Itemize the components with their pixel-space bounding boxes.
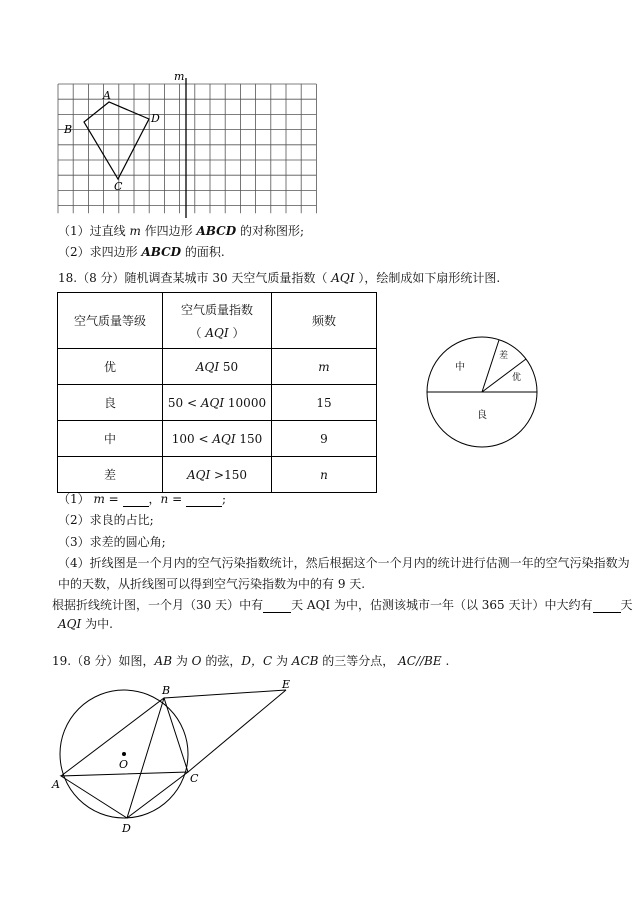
header-index: 空气质量指数 （ AQI ） [163,293,272,349]
grid-lines [58,84,316,213]
aqi-table [57,292,377,493]
label-b: B [64,123,73,136]
label-e: E [282,678,291,691]
circle-figure [48,678,298,838]
label-d: D [151,112,160,125]
label-a: A [52,778,60,791]
pie-label-you: 优 [512,373,522,383]
answer-blank-n[interactable] [186,494,222,507]
grid-figure [50,70,330,220]
q18-part4-line2: 中的天数，从折线图可以得到空气污染指数为中的有 9 天. [58,577,366,591]
segment-dc [127,772,188,818]
label-d: D [122,822,131,835]
q18-part4-line1: （4）折线图是一个月内的空气污染指数统计，然后根据这个一个月内的统计进行估测一年的空气污染指数为 [58,556,630,570]
table-row: 优 AQI 50 m [58,349,377,385]
q18-part1: （1） m = ，n = ; [58,492,227,506]
pie-label-cha: 差 [499,351,509,361]
header-level: 空气质量等级 [58,293,163,349]
segment-ce [188,690,286,772]
q18-heading: 18.（8 分）随机调查某城市 30 天空气质量指数（ AQI ），绘制成如下扇形统计图. [58,271,501,285]
header-frequency: 频数 [272,293,377,349]
label-b: B [162,684,171,697]
table-row: 中 100 < AQI 150 9 [58,421,377,457]
q17-part2: （2）求四边形 ABCD 的面积. [58,245,225,259]
label-m: m [174,70,185,83]
table-row: 良 50 < AQI 10000 15 [58,385,377,421]
center-point-o [122,752,126,756]
answer-blank-year[interactable] [593,600,621,613]
pie-label-liang: 良 [477,410,487,421]
pie-divider-cha [482,340,499,392]
segment-be [164,690,286,698]
pie-label-zhong: 中 [455,362,465,373]
label-o: O [119,758,129,771]
q18-part4-line3: 根据折线统计图，一个月（30 天）中有 天 AQI 为中，估测该城市一年（以 365 天计）中大约有 天 [52,598,633,612]
quadrilateral-abcd [84,102,149,179]
q18-part4-line4: AQI 为中. [58,617,113,631]
q18-part2: （2）求良的占比; [58,513,154,527]
q18-part3: （3）求差的圆心角; [58,535,166,549]
label-c: C [114,180,123,193]
answer-blank-month[interactable] [263,600,291,613]
table-row: 差 AQI >150 n [58,457,377,493]
answer-blank-m[interactable] [123,494,149,507]
label-a: A [103,89,111,102]
q17-part1: （1）过直线 m 作四边形 ABCD 的对称图形; [58,224,304,238]
q19-heading: 19.（8 分）如图，AB 为 O 的弦，D，C 为 ACB 的三等分点， AC//BE . [52,654,450,668]
pie-chart [420,330,545,455]
label-c: C [190,772,199,785]
